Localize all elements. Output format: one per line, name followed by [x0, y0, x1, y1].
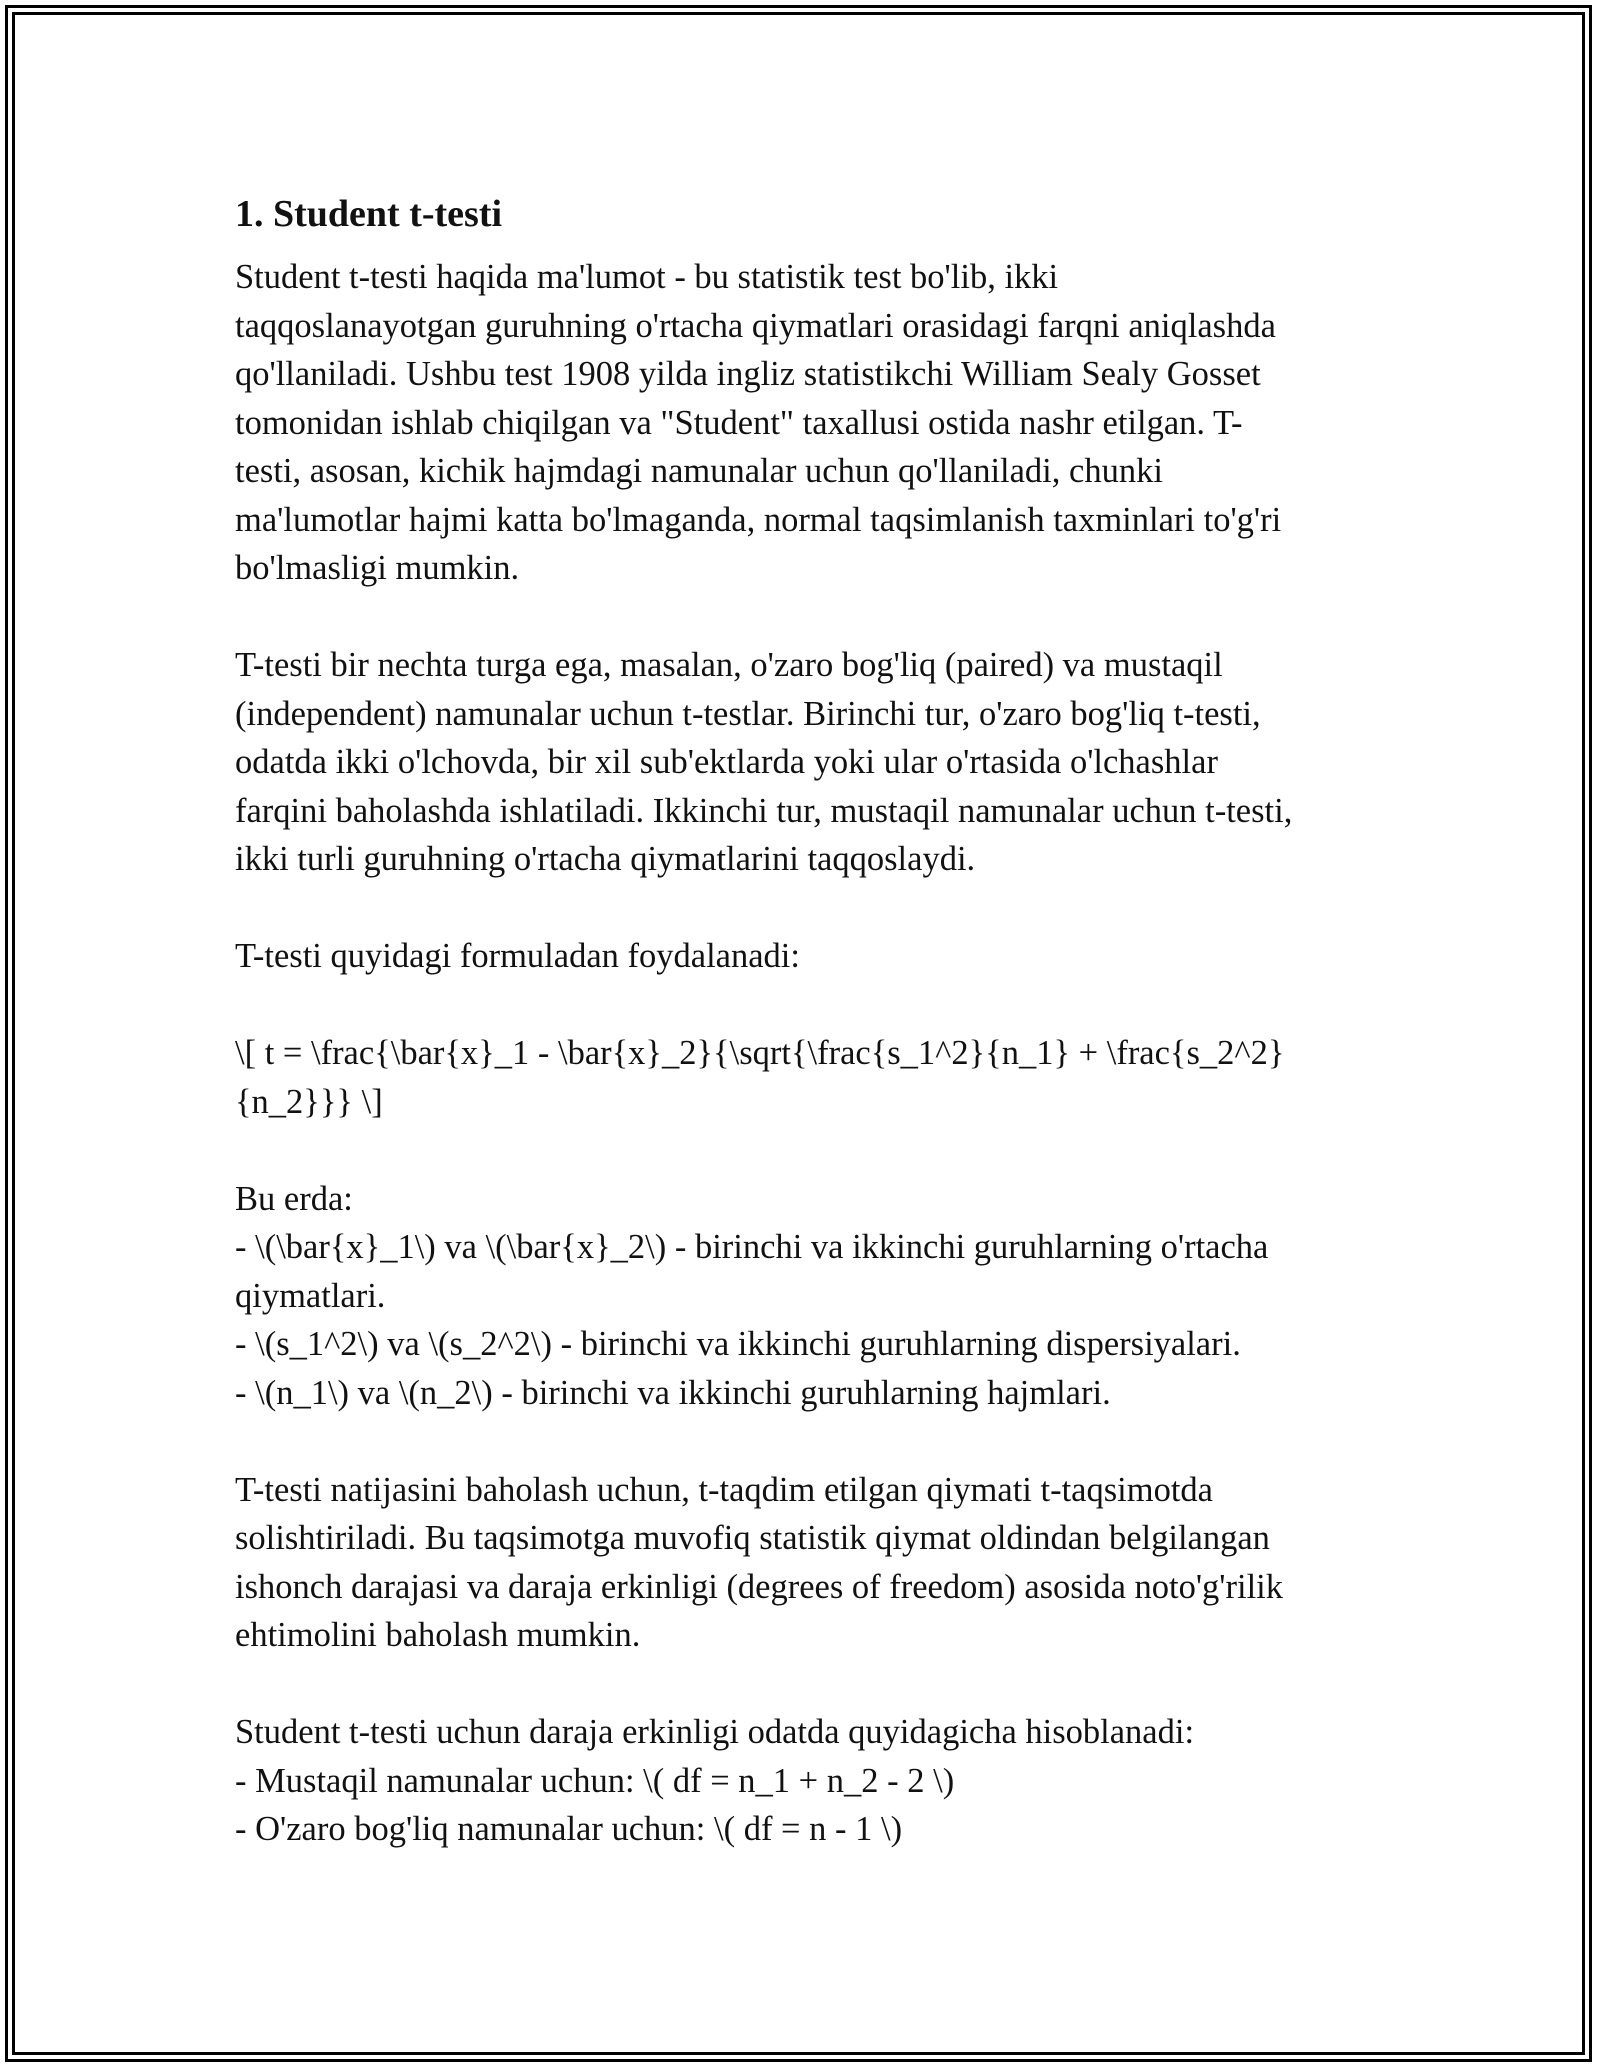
paragraph-evaluation [235, 1466, 1375, 1660]
formula-line: \[ t = \frac{\bar{x}_1 - \bar{x}_2}{\sqrt{\frac{s_1^2}{n_1} + \frac{s_2^2} [235, 1034, 1285, 1072]
text-line: ikki turli guruhning o'rtacha qiymatlarini taqqoslaydi. [235, 840, 976, 878]
text-line: bo'lmasligi mumkin. [235, 549, 520, 587]
text-line: ma'lumotlar hajmi katta bo'lmaganda, normal taqsimlanish taxminlari to'g'ri [235, 500, 1282, 539]
paragraph-formula [235, 1029, 1375, 1126]
text-line: taqqoslanayotgan guruhning o'rtacha qiymatlari orasidagi farqni aniqlashda [235, 306, 1276, 345]
text-line: Student t-testi uchun daraja erkinligi odatda quyidagicha hisoblanadi: [235, 1713, 1195, 1751]
text-line: Bu erda: [235, 1179, 353, 1218]
text-line: T-testi quyidagi formuladan foydalanadi: [235, 937, 800, 975]
text-line: odatda ikki o'lchovda, bir xil sub'ektlarda yoki ular o'rtasida o'lchashlar [235, 743, 1218, 781]
text-line: ishonch darajasi va daraja erkinligi (degrees of freedom) asosida noto'g'rilik [235, 1567, 1284, 1606]
list-item: - \(\bar{x}_1\) va \(\bar{x}_2\) - birinchi va ikkinchi guruhlarning o'rtacha [235, 1228, 1269, 1266]
paragraph-formula-intro [235, 932, 1375, 981]
list-item: - Mustaqil namunalar uchun: \( df = n_1 + n_2 - 2 \) [235, 1761, 955, 1800]
document-body [235, 188, 1375, 1902]
list-item: - O'zaro bog'liq namunalar uchun: \( df = n - 1 \) [235, 1810, 903, 1848]
text-line: farqini baholashda ishlatiladi. Ikkinchi tur, mustaqil namunalar uchun t-testi, [235, 791, 1293, 830]
text-line: T-testi natijasini baholash uchun, t-taqdim etilgan qiymati t-taqsimotda [235, 1470, 1213, 1509]
text-line: T-testi bir nechta turga ega, masalan, o'zaro bog'liq (paired) va mustaqil [235, 646, 1223, 684]
paragraph-degrees-of-freedom [235, 1708, 1375, 1854]
paragraph-intro [235, 253, 1375, 593]
text-line: tomonidan ishlab chiqilgan va "Student" taxallusi ostida nashr etilgan. T- [235, 403, 1243, 442]
list-item: - \(n_1\) va \(n_2\) - birinchi va ikkinchi guruhlarning hajmlari. [235, 1373, 1111, 1412]
list-item: - \(s_1^2\) va \(s_2^2\) - birinchi va ikkinchi guruhlarning dispersiyalari. [235, 1325, 1241, 1363]
paragraph-types [235, 641, 1375, 884]
paragraph-definitions [235, 1175, 1375, 1418]
text-line: (independent) namunalar uchun t-testlar. Birinchi tur, o'zaro bog'liq t-testi, [235, 694, 1261, 733]
text-line: qiymatlari. [235, 1276, 386, 1315]
text-line: testi, asosan, kichik hajmdagi namunalar uchun qo'llaniladi, chunki [235, 452, 1163, 490]
text-line: ehtimolini baholash mumkin. [235, 1616, 641, 1654]
formula-line: {n_2}}} \] [235, 1082, 383, 1121]
section-heading: 1. Student t-testi [235, 193, 503, 235]
text-line: solishtiriladi. Bu taqsimotga muvofiq statistik qiymat oldindan belgilangan [235, 1519, 1270, 1557]
text-line: qo'llaniladi. Ushbu test 1908 yilda ingliz statistikchi William Sealy Gosset [235, 355, 1261, 393]
text-line: Student t-testi haqida ma'lumot - bu statistik test bo'lib, ikki [235, 258, 1059, 296]
